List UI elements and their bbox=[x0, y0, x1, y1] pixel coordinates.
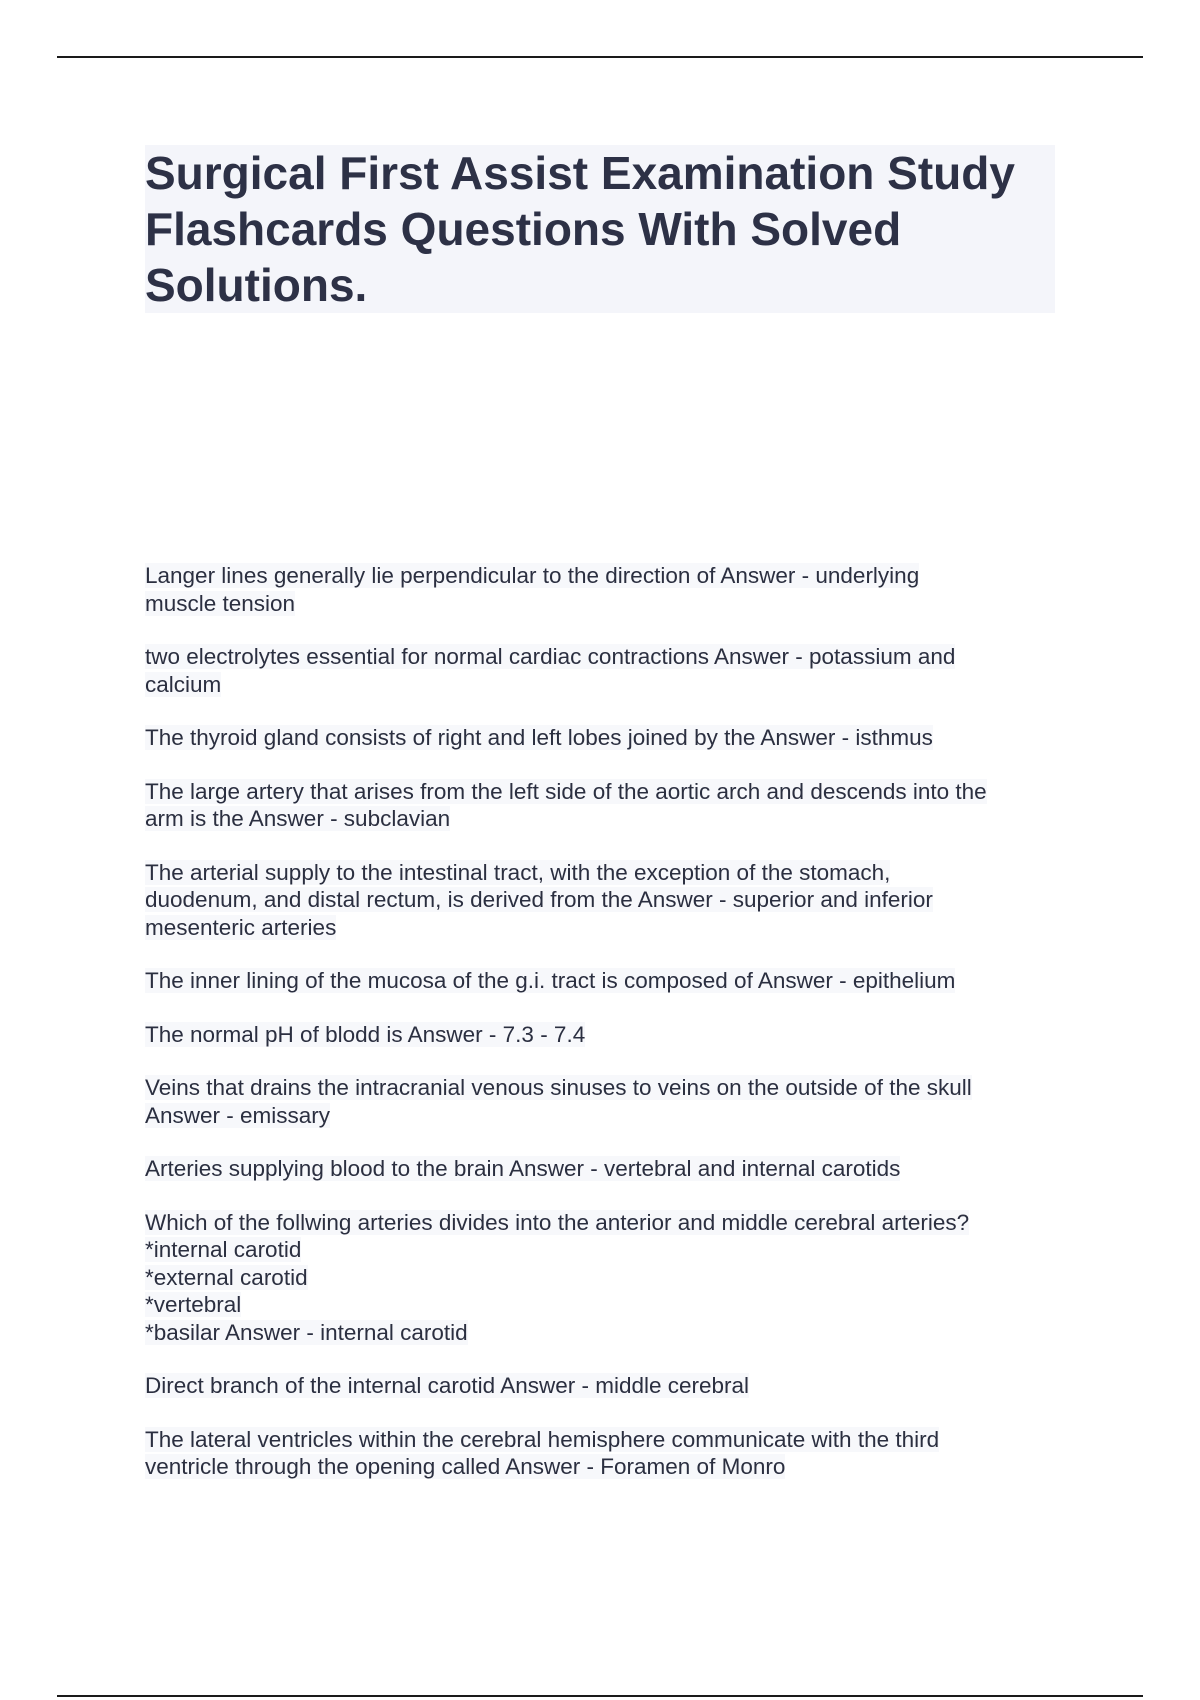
flashcard-item bbox=[145, 859, 1065, 942]
flashcard-item bbox=[145, 1155, 1065, 1183]
flashcard-text: The large artery that arises from the left side of the aortic arch and descends into the arm is the Answer - subclavian bbox=[145, 778, 987, 831]
flashcard-text: The thyroid gland consists of right and left lobes joined by the Answer - isthmus bbox=[145, 725, 933, 750]
flashcard-text: Direct branch of the internal carotid Answer - middle cerebral bbox=[145, 1373, 750, 1398]
flashcard-text: Langer lines generally lie perpendicular to the direction of Answer - underlying muscle tension bbox=[145, 563, 920, 616]
flashcard-item bbox=[145, 1209, 1065, 1347]
flashcard-item bbox=[145, 1021, 1065, 1049]
flashcard-item bbox=[145, 967, 1065, 995]
flashcard-text: two electrolytes essential for normal cardiac contractions Answer - potassium and calcium bbox=[145, 644, 956, 697]
document-title: Surgical First Assist Examination Study Flashcards Questions With Solved Solutions. bbox=[145, 147, 1015, 311]
flashcard-text: The inner lining of the mucosa of the g.i. tract is composed of Answer - epithelium bbox=[145, 968, 956, 993]
flashcard-item bbox=[145, 1426, 1065, 1481]
flashcard-text: Arteries supplying blood to the brain Answer - vertebral and internal carotids bbox=[145, 1156, 901, 1181]
flashcard-text: Veins that drains the intracranial venous sinuses to veins on the outside of the skull Answer - emissary bbox=[145, 1075, 972, 1128]
title-block bbox=[145, 145, 1055, 313]
flashcard-item bbox=[145, 1074, 1065, 1129]
flashcard-text: The lateral ventricles within the cerebral hemisphere communicate with the third ventricle through the opening called Answer - Foramen of Monro bbox=[145, 1426, 940, 1479]
bottom-rule bbox=[57, 1695, 1143, 1697]
flashcard-list bbox=[145, 562, 1065, 1507]
flashcard-item bbox=[145, 562, 1065, 617]
flashcard-item bbox=[145, 643, 1065, 698]
flashcard-text: The arterial supply to the intestinal tract, with the exception of the stomach, duodenum, and distal rectum, is derived from the Answer - superior and inferior mesenteric arteries bbox=[145, 859, 933, 940]
top-rule bbox=[57, 56, 1143, 58]
flashcard-text: The normal pH of blodd is Answer - 7.3 - 7.4 bbox=[145, 1021, 586, 1047]
flashcard-item bbox=[145, 778, 1065, 833]
flashcard-text: Which of the follwing arteries divides into the anterior and middle cerebral arteries? *internal carotid *external carotid *vertebral *basilar Answer - internal carotid bbox=[145, 1209, 970, 1345]
flashcard-item bbox=[145, 724, 1065, 752]
flashcard-item bbox=[145, 1372, 1065, 1400]
